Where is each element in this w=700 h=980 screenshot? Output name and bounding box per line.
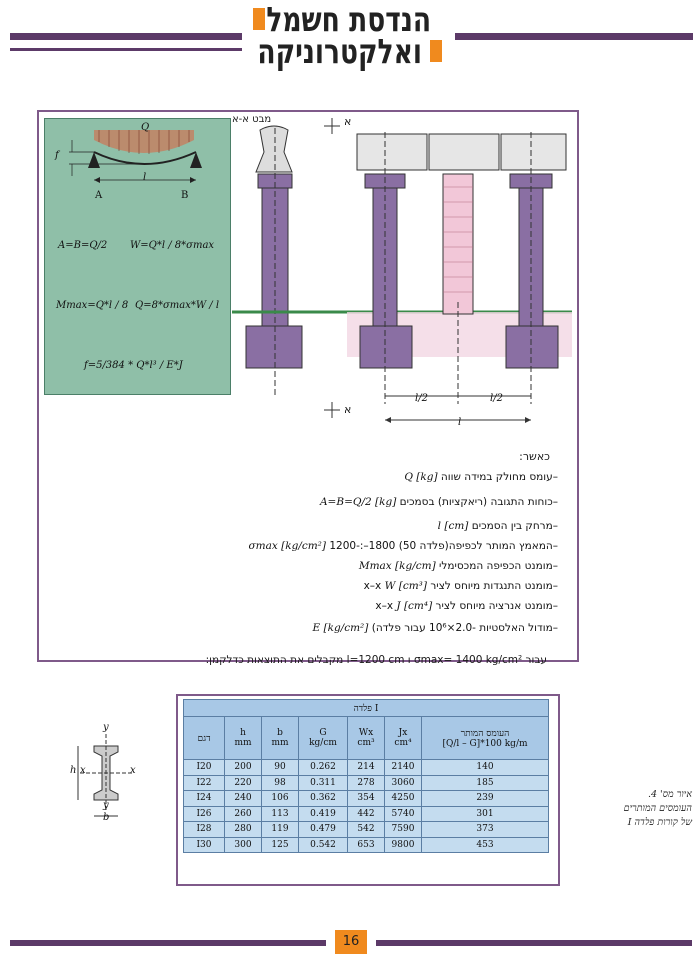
header-bar-left-bottom [10,48,242,51]
profile-x-left: x [80,765,86,776]
header-accent-square-top [253,8,265,30]
profile-x-right: x [130,765,136,776]
legend-item: –מומנט הכפיפה המכסימלי Mmax [kg/cm] [358,560,558,572]
col-header-b: b mm [262,717,299,760]
table-row: I30 300 125 0.542 653 9800 453 [184,837,549,853]
formula-max-moment: Mmax=Q*l / 8 [56,300,129,311]
support-a-label: A [95,190,103,201]
profile-y-top: y [103,722,109,733]
section-mark-top: א [344,115,352,128]
beam-load-label: Q [141,122,150,133]
col-header-g: G kg/cm [299,717,348,760]
footer-bar-right [376,940,692,946]
formula-load: Q=8*σmax*W / l [135,300,220,311]
legend-item: –מודול האלסטיות -2.0×10⁶ עבור פלדה) E [kg/cm²] [312,622,558,634]
table-row: I20 200 90 0.262 214 2140 140 [184,760,549,776]
support-b-label: B [181,190,189,201]
figure-caption: איור מס' 4. העומסים המותרים של קורות פלדה I [623,789,692,828]
legend-item: –המאמץ המותר לכפיפה(פלדה 50) 1800–:-1200 σmax [kg/cm²] [248,540,558,552]
legend-item: –כוחות התגובה (ריאקציות) בסמכים A=B=Q/2 [kg] [319,496,558,508]
legend-item: –מומנט אנרציה מיוחס לציר x–x J [cm⁴] [375,600,558,612]
table-row: I22 220 98 0.311 278 3060 185 [184,775,549,791]
legend-item: –עומס מחולק במידה שווה Q [kg] [404,471,558,483]
header-bar-left-top [10,33,242,40]
page-number: 16 [335,930,367,954]
legend-item: –מומנט התנגדות מיוחס לציר x–x W [cm³] [363,580,558,592]
legend-item: –מרחק בין הסמכים l [cm] [437,520,558,532]
half-span-right-label: l/2 [490,393,503,404]
header-accent-square-bottom [430,40,442,62]
col-header-jx: Jx cm⁴ [385,717,422,760]
table-row: I24 240 106 0.362 354 4250 239 [184,791,549,807]
column-drawing [232,112,575,432]
table-row: I28 280 119 0.479 542 7590 373 [184,822,549,838]
col-header-model: דגם [184,717,225,760]
table-row: I26 260 113 0.419 442 5740 301 [184,806,549,822]
header-title-line2: ואלקטרוניקה [257,32,422,72]
steel-i-beam-table [183,699,549,853]
section-view-label: מבט א-א [232,114,272,125]
beam-deflection-label: f [55,150,59,161]
col-header-wx: Wx cm³ [348,717,385,760]
formula-reactions: A=B=Q/2 [58,240,108,251]
header-bar-right-top [455,33,693,40]
profile-y-bottom: y [103,800,109,811]
col-header-h: h mm [225,717,262,760]
legend-heading: כאשר: [519,450,550,463]
results-summary: עבור σmax= 1400 kg/cm² ו l=1200 cm מקבלים את התוצאות כדלקמן: [205,654,547,666]
table-title: פלדה I [184,700,549,717]
col-header-load: העומס המותר [Q/l – G]*100 kg/m [422,717,549,760]
profile-b: b [103,812,110,823]
beam-diagram [44,118,229,208]
half-span-left-label: l/2 [415,393,428,404]
span-label: l [458,417,462,428]
profile-h: h [70,765,77,776]
footer-bar-left [10,940,326,946]
formula-deflection: f=5/384 * Q*l³ / E*J [84,360,183,371]
formula-section-modulus: W=Q*l / 8*σmax [130,240,215,251]
section-mark-bottom: א [344,403,352,416]
beam-span-label: l [143,172,147,183]
header-title-line1: הנדסת חשמל [266,0,432,40]
